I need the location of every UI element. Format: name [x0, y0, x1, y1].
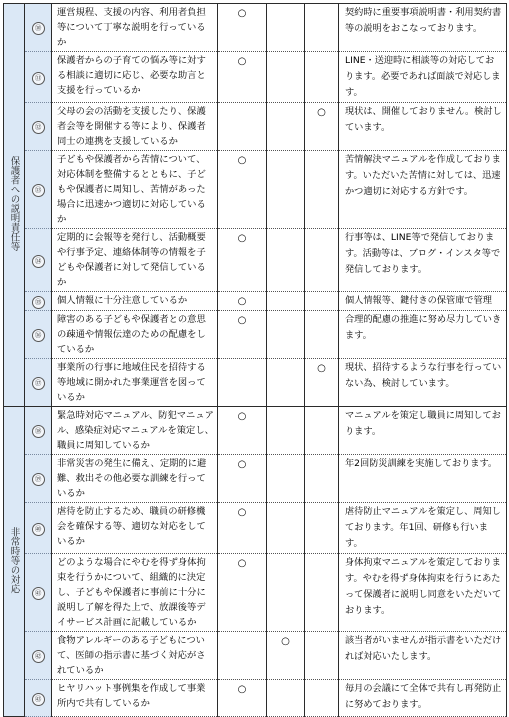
- circle-mark: ○: [317, 107, 326, 118]
- answer-cell-yes: [218, 229, 267, 292]
- row-number-badge: ㉛: [32, 72, 45, 85]
- answer-cell-no: [305, 52, 339, 103]
- answer-cell-yes: [218, 151, 267, 229]
- row-number-cell: [25, 151, 52, 229]
- row-number-cell: [25, 359, 52, 407]
- evaluation-table: [3, 3, 507, 717]
- question-text: 個人情報に十分注意しているか: [52, 292, 218, 311]
- question-text: 食物アレルギーのある子どもについて、医師の指示書に基づく対応がされているか: [52, 632, 218, 680]
- row-number-cell: [25, 4, 52, 52]
- row-number-badge: ㉝: [32, 184, 45, 197]
- question-text: 運営規程、支援の内容、利用者負担等について丁寧な説明を行っているか: [52, 4, 218, 52]
- circle-mark: ○: [237, 315, 247, 326]
- table-row: [4, 554, 507, 632]
- remarks-text: 該当者がいませんが指示書をいただければ対応いたします。: [339, 632, 507, 680]
- circle-mark: ○: [237, 155, 247, 166]
- circle-mark: ○: [237, 8, 247, 19]
- circle-mark: ○: [237, 233, 247, 244]
- answer-cell-no: [305, 455, 339, 503]
- answer-cell-yes: [218, 52, 267, 103]
- answer-cell-yes: [218, 292, 267, 311]
- answer-cell-no: [305, 359, 339, 407]
- question-text: 事業所の行事に地域住民を招待する等地域に開かれた事業運営を図っているか: [52, 359, 218, 407]
- row-number-cell: [25, 680, 52, 717]
- circle-mark: ○: [237, 296, 247, 307]
- question-text: 障害のある子どもや保護者との意思の疎通や情報伝達のための配慮をしているか: [52, 311, 218, 359]
- answer-cell-no: [305, 311, 339, 359]
- evaluation-table-body: [4, 4, 507, 717]
- answer-cell-mid: [267, 503, 305, 554]
- answer-cell-yes: [218, 632, 267, 680]
- row-number-cell: [25, 503, 52, 554]
- remarks-text: 行事等は、LINE等で発信しております。活動等は、ブログ・インスタ等で発信しております。: [339, 229, 507, 292]
- row-number-cell: [25, 311, 52, 359]
- answer-cell-mid: [267, 311, 305, 359]
- answer-cell-no: [305, 632, 339, 680]
- answer-cell-mid: [267, 229, 305, 292]
- answer-cell-yes: [218, 359, 267, 407]
- remarks-text: 個人情報等、鍵付きの保管庫で管理: [339, 292, 507, 311]
- answer-cell-no: [305, 151, 339, 229]
- question-text: 非常災害の発生に備え、定期的に避難、救出その他必要な訓練を行っているか: [52, 455, 218, 503]
- question-text: 定期的に会報等を発行し、活動概要や行事予定、連絡体制等の情報を子どもや保護者に対して発信しているか: [52, 229, 218, 292]
- remarks-text: 毎月の会議にて全体で共有し再発防止に努めております。: [339, 680, 507, 717]
- row-number-badge: ㊵: [32, 523, 45, 536]
- answer-cell-no: [305, 680, 339, 717]
- table-row: [4, 503, 507, 554]
- answer-cell-mid: [267, 632, 305, 680]
- circle-mark: ○: [237, 684, 247, 695]
- table-row: [4, 52, 507, 103]
- table-row: [4, 680, 507, 717]
- circle-mark: ○: [237, 411, 247, 422]
- section-label-guardian: [4, 4, 25, 407]
- answer-cell-no: [305, 503, 339, 554]
- circle-mark: ○: [237, 56, 247, 67]
- answer-cell-yes: [218, 503, 267, 554]
- row-number-badge: ㊱: [32, 329, 45, 342]
- answer-cell-no: [305, 407, 339, 455]
- section-label-text: 非常時等の対応: [8, 526, 20, 594]
- question-text: ヒヤリハット事例集を作成して事業所内で共有しているか: [52, 680, 218, 717]
- row-number-badge: ㊸: [32, 693, 45, 706]
- remarks-text: 身体拘束マニュアルを策定しております。やむを得ず身体拘束を行うにあたって保護者に説明し同意をいただいております。: [339, 554, 507, 632]
- remarks-text: 年2回防災訓練を実施しております。: [339, 455, 507, 503]
- answer-cell-mid: [267, 554, 305, 632]
- answer-cell-mid: [267, 292, 305, 311]
- answer-cell-mid: [267, 455, 305, 503]
- answer-cell-yes: [218, 554, 267, 632]
- answer-cell-mid: [267, 359, 305, 407]
- answer-cell-yes: [218, 103, 267, 151]
- circle-mark: ○: [237, 558, 247, 569]
- answer-cell-yes: [218, 407, 267, 455]
- row-number-cell: [25, 554, 52, 632]
- table-row: [4, 229, 507, 292]
- row-number-cell: [25, 632, 52, 680]
- answer-cell-mid: [267, 52, 305, 103]
- table-row: [4, 4, 507, 52]
- remarks-text: マニュアルを策定し職員に周知しております。: [339, 407, 507, 455]
- table-row: [4, 311, 507, 359]
- remarks-text: LINE・送迎時に相談等の対応しております。必要であれば面談で対応します。: [339, 52, 507, 103]
- answer-cell-yes: [218, 680, 267, 717]
- answer-cell-mid: [267, 103, 305, 151]
- row-number-badge: ㉜: [32, 121, 45, 134]
- table-row: [4, 407, 507, 455]
- row-number-cell: [25, 103, 52, 151]
- row-number-cell: [25, 455, 52, 503]
- remarks-text: 合理的配慮の推進に努め尽力していきます。: [339, 311, 507, 359]
- answer-cell-mid: [267, 151, 305, 229]
- row-number-cell: [25, 407, 52, 455]
- circle-mark: ○: [237, 459, 247, 470]
- remarks-text: 契約時に重要事項説明書・利用契約書等の説明をおこなっております。: [339, 4, 507, 52]
- answer-cell-no: [305, 103, 339, 151]
- remarks-text: 虐待防止マニュアルを策定し、周知しております。年1回、研修も行います。: [339, 503, 507, 554]
- circle-mark: ○: [281, 636, 290, 647]
- section-label-text: 保護者への説明責任等: [8, 156, 20, 251]
- answer-cell-no: [305, 292, 339, 311]
- row-number-badge: ㉟: [32, 296, 45, 309]
- answer-cell-mid: [267, 407, 305, 455]
- row-number-badge: ㉞: [32, 255, 45, 268]
- remarks-text: 現状、招待するような行事を行っていない為、検討しています。: [339, 359, 507, 407]
- circle-mark: ○: [317, 363, 326, 374]
- question-text: 緊急時対応マニュアル、防犯マニュアル、感染症対応マニュアルを策定し、職員に周知しているか: [52, 407, 218, 455]
- row-number-badge: ㊶: [32, 587, 45, 600]
- circle-mark: ○: [237, 507, 247, 518]
- section-label-emergency: [4, 407, 25, 717]
- table-row: [4, 151, 507, 229]
- answer-cell-no: [305, 229, 339, 292]
- table-row: [4, 292, 507, 311]
- row-number-cell: [25, 52, 52, 103]
- row-number-badge: ㊷: [32, 650, 45, 663]
- row-number-badge: ㊲: [32, 377, 45, 390]
- answer-cell-yes: [218, 455, 267, 503]
- row-number-cell: [25, 229, 52, 292]
- answer-cell-yes: [218, 311, 267, 359]
- table-row: [4, 455, 507, 503]
- question-text: 虐待を防止するため、職員の研修機会を確保する等、適切な対応をしているか: [52, 503, 218, 554]
- answer-cell-no: [305, 4, 339, 52]
- answer-cell-mid: [267, 4, 305, 52]
- question-text: 保護者からの子育ての悩み等に対する相談に適切に応じ、必要な助言と支援を行っているか: [52, 52, 218, 103]
- question-text: 子どもや保護者から苦情について、対応体制を整備するとともに、子どもや保護者に周知し、苦情があった場合に迅速かつ適切に対応しているか: [52, 151, 218, 229]
- answer-cell-yes: [218, 4, 267, 52]
- table-row: [4, 103, 507, 151]
- row-number-cell: [25, 292, 52, 311]
- question-text: どのような場合にやむを得ず身体拘束を行うかについて、組織的に決定し、子どもや保護者に事前に十分に説明し了解を得た上で、放課後等デイサービス計画に記載しているか: [52, 554, 218, 632]
- row-number-badge: ㊳: [32, 425, 45, 438]
- answer-cell-no: [305, 554, 339, 632]
- row-number-badge: ㊴: [32, 473, 45, 486]
- remarks-text: 現状は、開催しておりません。検討しています。: [339, 103, 507, 151]
- answer-cell-mid: [267, 680, 305, 717]
- table-row: [4, 632, 507, 680]
- remarks-text: 苦情解決マニュアルを作成しております。いただいた苦情に対しては、迅速かつ適切に対応する方針です。: [339, 151, 507, 229]
- row-number-badge: ㉚: [32, 22, 45, 35]
- table-row: [4, 359, 507, 407]
- question-text: 父母の会の活動を支援したり、保護者会等を開催する等により、保護者同士の連携を支援しているか: [52, 103, 218, 151]
